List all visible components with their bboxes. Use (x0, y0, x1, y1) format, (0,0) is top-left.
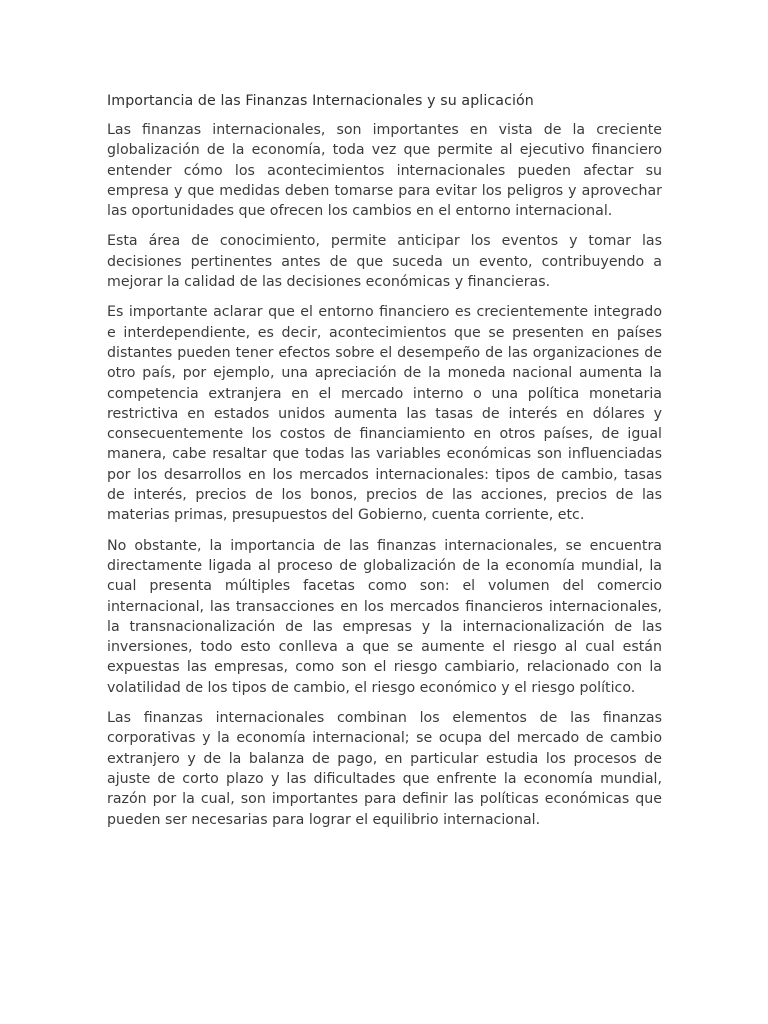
paragraph-2: Esta área de conocimiento, permite anticipar los eventos y tomar las decisiones pertinentes antes de que suceda un evento, contribuyendo a mejorar la calidad de las decisiones económicas y financieras. (107, 233, 662, 291)
paragraph-3: Es importante aclarar que el entorno financiero es crecientemente integrado e interdependiente, es decir, acontecimientos que se presenten en países distantes pueden tener efectos sobre el desempeño de las organizaciones de otro país, por ejemplo, una apreciación de la moneda nacional aumenta la competencia extranjera en el mercado interno o una política monetaria restrictiva en estados unidos aumenta las tasas de interés en dólares y consecuentemente los costos de financiamiento en otros países, de igual manera, cabe resaltar que todas las variables económicas son influenciadas por los desarrollos en los mercados internacionales: tipos de cambio, tasas de interés, precios de los bonos, precios de las acciones, precios de las materias primas, presupuestos del Gobierno, cuenta corriente, etc. (107, 304, 662, 524)
paragraph-5: Las finanzas internacionales combinan los elementos de las finanzas corporativas y la economía internacional; se ocupa del mercado de cambio extranjero y de la balanza de pago, en particular estudia los procesos de ajuste de corto plazo y las dificultades que enfrente la economía mundial, razón por la cual, son importantes para definir las políticas económicas que pueden ser necesarias para lograr el equilibrio internacional. (107, 710, 662, 828)
document-title: Importancia de las Finanzas Internacionales y su aplicación (107, 93, 534, 109)
paragraph-1: Las finanzas internacionales, son importantes en vista de la creciente globalización de la economía, toda vez que permite al ejecutivo financiero entender cómo los acontecimientos internacionales pueden afectar su empresa y que medidas deben tomarse para evitar los peligros y aprovechar las oportunidades que ofrecen los cambios en el entorno internacional. (107, 122, 662, 220)
paragraph-4: No obstante, la importancia de las finanzas internacionales, se encuentra directamente ligada al proceso de globalización de la economía mundial, la cual presenta múltiples facetas como son: el volumen del comercio internacional, las transacciones en los mercados financieros internacionales, la transnacionalización de las empresas y la internacionalización de las inversiones, todo esto conlleva a que se aumente el riesgo al cual están expuestas las empresas, como son el riesgo cambiario, relacionado con la volatilidad de los tipos de cambio, el riesgo económico y el riesgo político. (107, 537, 662, 696)
document-page (107, 90, 662, 840)
